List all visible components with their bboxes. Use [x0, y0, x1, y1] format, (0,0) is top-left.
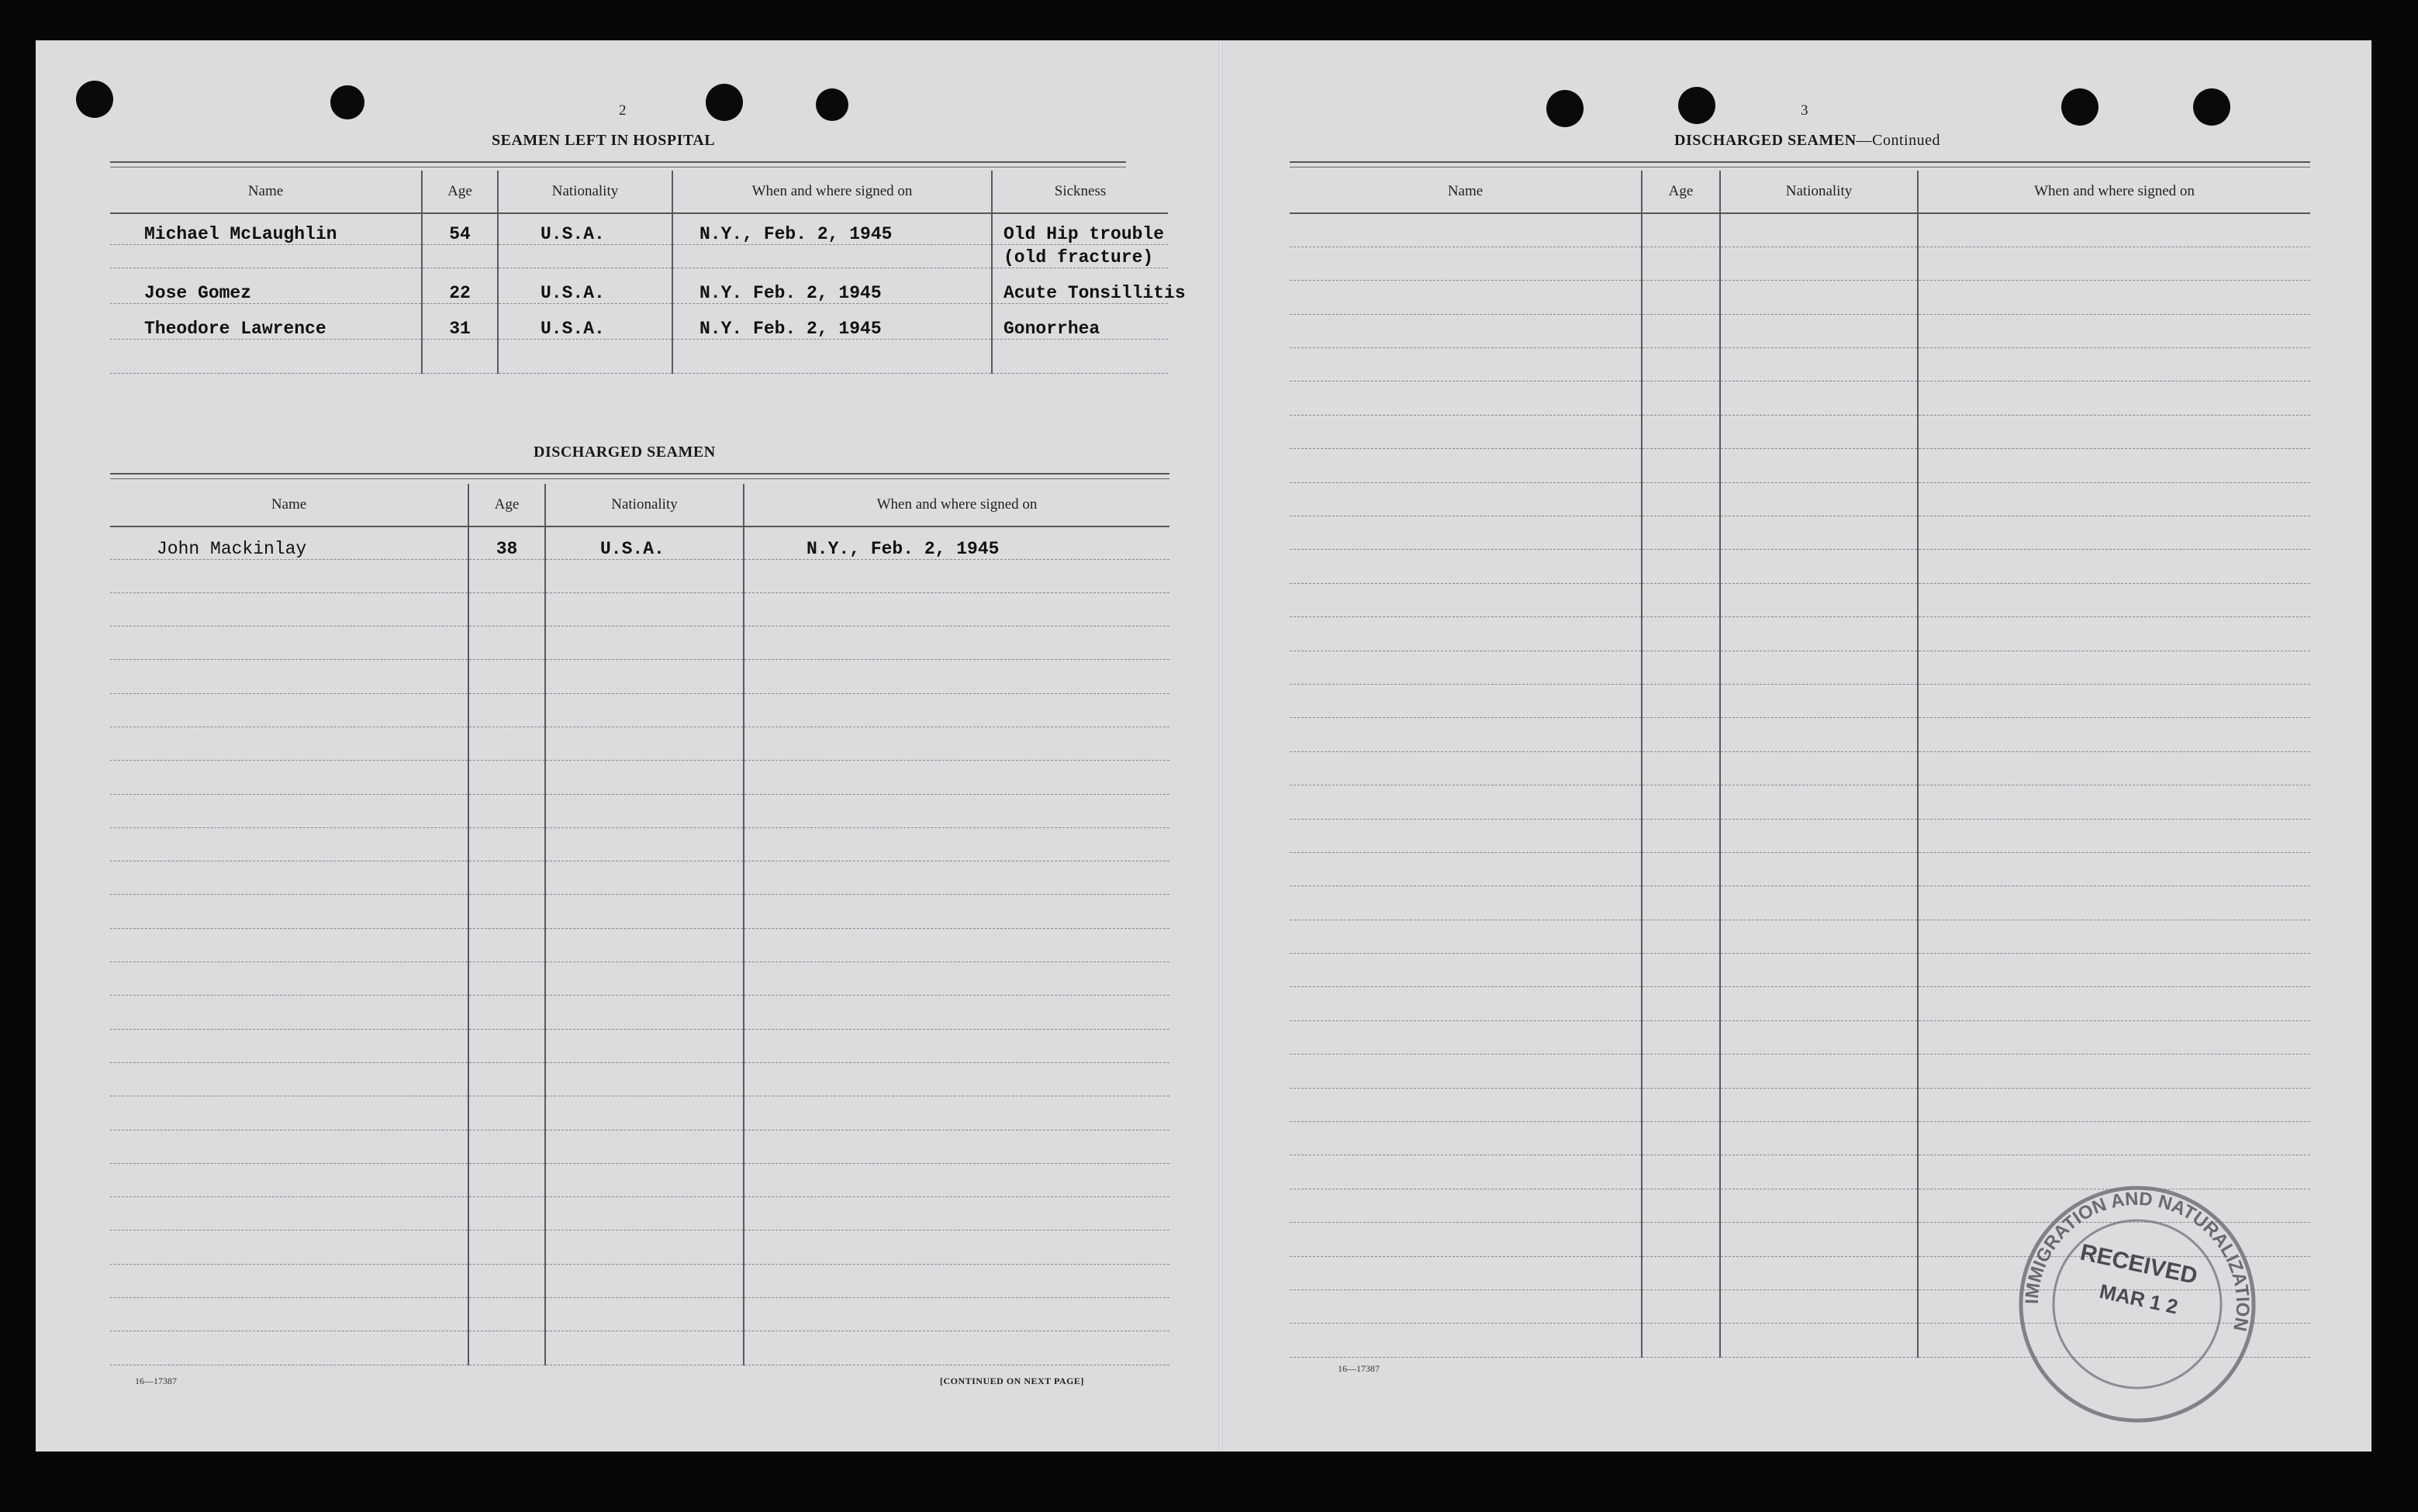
row-nationality: U.S.A.	[545, 526, 744, 559]
col-nationality: Nationality	[545, 484, 744, 526]
blank-row	[110, 1130, 1169, 1163]
title-rule	[110, 473, 1169, 479]
row-signed-on: N.Y., Feb. 2, 1945	[744, 526, 1169, 559]
blank-row	[1290, 550, 2310, 583]
row-nationality: U.S.A.	[498, 213, 672, 244]
blank-row	[1290, 482, 2310, 516]
col-sickness: Sickness	[992, 171, 1168, 213]
blank-row	[1290, 516, 2310, 550]
blank-row	[1290, 281, 2310, 314]
col-age: Age	[468, 484, 545, 526]
blank-row	[110, 761, 1169, 794]
blank-row	[1290, 449, 2310, 482]
col-nationality: Nationality	[1720, 171, 1918, 213]
left-page	[36, 40, 1218, 1452]
hospital-table	[110, 171, 1186, 374]
blank-row	[1290, 954, 2310, 987]
blank-row	[110, 1231, 1169, 1264]
blank-row	[110, 1062, 1169, 1096]
blank-row	[110, 592, 1169, 626]
stamp-date: MAR 1 2	[2097, 1279, 2181, 1319]
blank-row	[110, 794, 1169, 827]
row-signed-on: N.Y., Feb. 2, 1945	[672, 213, 992, 244]
blank-row	[1290, 852, 2310, 885]
row-nationality: U.S.A.	[498, 303, 672, 339]
col-signed-on: When and where signed on	[672, 171, 992, 213]
title-rule	[1290, 161, 2310, 167]
blank-row	[1290, 1055, 2310, 1088]
received-stamp	[2013, 1180, 2261, 1428]
blank-row	[110, 559, 1169, 592]
blank-row	[110, 928, 1169, 961]
page-number: 3	[1801, 102, 1808, 119]
col-name: Name	[1290, 171, 1642, 213]
col-signed-on: When and where signed on	[1918, 171, 2310, 213]
blank-row	[110, 693, 1169, 727]
col-name: Name	[110, 171, 422, 213]
blank-row	[1290, 886, 2310, 920]
blank-row	[1290, 583, 2310, 616]
row-name: Jose Gomez	[110, 268, 422, 303]
title-main: DISCHARGED SEAMEN	[1674, 132, 1857, 149]
blank-row	[1290, 1122, 2310, 1155]
document-scan	[36, 40, 2371, 1452]
row-age: 31	[422, 303, 498, 339]
blank-row	[110, 727, 1169, 760]
blank-row	[1290, 415, 2310, 448]
col-name: Name	[110, 484, 468, 526]
row-signed-on: N.Y. Feb. 2, 1945	[672, 303, 992, 339]
title-rule	[110, 161, 1126, 167]
row-sickness: Gonorrhea	[992, 303, 1168, 339]
blank-row	[1290, 785, 2310, 819]
table-row	[110, 303, 1168, 339]
stamp-word: RECEIVED	[2078, 1239, 2200, 1289]
blank-row	[110, 1096, 1169, 1130]
blank-row	[110, 1331, 1169, 1365]
col-age: Age	[1642, 171, 1720, 213]
hospital-section-title: SEAMEN LEFT IN HOSPITAL	[492, 132, 716, 149]
table-row	[110, 268, 1168, 303]
blank-row	[1290, 617, 2310, 651]
stamp-ring-text: IMMIGRATION AND NATURALIZATION	[2021, 1188, 2254, 1334]
blank-row	[110, 1197, 1169, 1231]
blank-row	[1290, 684, 2310, 717]
blank-row	[110, 1264, 1169, 1297]
form-number: 16—17387	[1338, 1363, 1380, 1374]
blank-row	[110, 1029, 1169, 1062]
blank-row	[1290, 987, 2310, 1020]
blank-row	[110, 1298, 1169, 1331]
blank-row	[1290, 751, 2310, 785]
table-row	[110, 526, 1169, 559]
row-age: 38	[468, 526, 545, 559]
page-number: 2	[619, 102, 627, 119]
table-row	[110, 213, 1168, 244]
row-signed-on: N.Y. Feb. 2, 1945	[672, 268, 992, 303]
form-number: 16—17387	[135, 1376, 177, 1386]
row-age: 22	[422, 268, 498, 303]
blank-row	[1290, 651, 2310, 684]
row-sickness-cont: (old fracture)	[992, 244, 1168, 268]
row-sickness: Old Hip trouble	[992, 213, 1168, 244]
blank-row	[1290, 1020, 2310, 1054]
row-name: Michael McLaughlin	[110, 213, 422, 244]
row-name: John Mackinlay	[110, 526, 468, 559]
col-signed-on: When and where signed on	[744, 484, 1169, 526]
blank-row	[1290, 247, 2310, 280]
blank-row	[110, 660, 1169, 693]
continued-note: [CONTINUED ON NEXT PAGE]	[940, 1376, 1084, 1386]
blank-row	[1290, 920, 2310, 953]
blank-row	[1290, 348, 2310, 381]
row-age: 54	[422, 213, 498, 244]
table-row	[110, 339, 1168, 373]
discharged-table	[110, 484, 1169, 1365]
col-age: Age	[422, 171, 498, 213]
blank-row	[110, 861, 1169, 895]
discharged-section-title: DISCHARGED SEAMEN	[534, 444, 716, 461]
row-name: Theodore Lawrence	[110, 303, 422, 339]
col-nationality: Nationality	[498, 171, 672, 213]
row-sickness: Acute Tonsillitis	[992, 268, 1168, 303]
table-row	[110, 244, 1168, 268]
row-nationality: U.S.A.	[498, 268, 672, 303]
blank-row	[110, 996, 1169, 1029]
blank-row	[1290, 819, 2310, 852]
title-suffix: —Continued	[1856, 132, 1940, 149]
discharged-continued-title	[1674, 132, 1940, 150]
blank-row	[1290, 213, 2310, 247]
blank-row	[1290, 381, 2310, 415]
blank-row	[110, 1163, 1169, 1196]
blank-row	[110, 895, 1169, 928]
blank-row	[110, 962, 1169, 996]
blank-row	[1290, 314, 2310, 347]
blank-row	[110, 827, 1169, 861]
blank-row	[1290, 718, 2310, 751]
blank-row	[1290, 1088, 2310, 1121]
blank-row	[110, 627, 1169, 660]
